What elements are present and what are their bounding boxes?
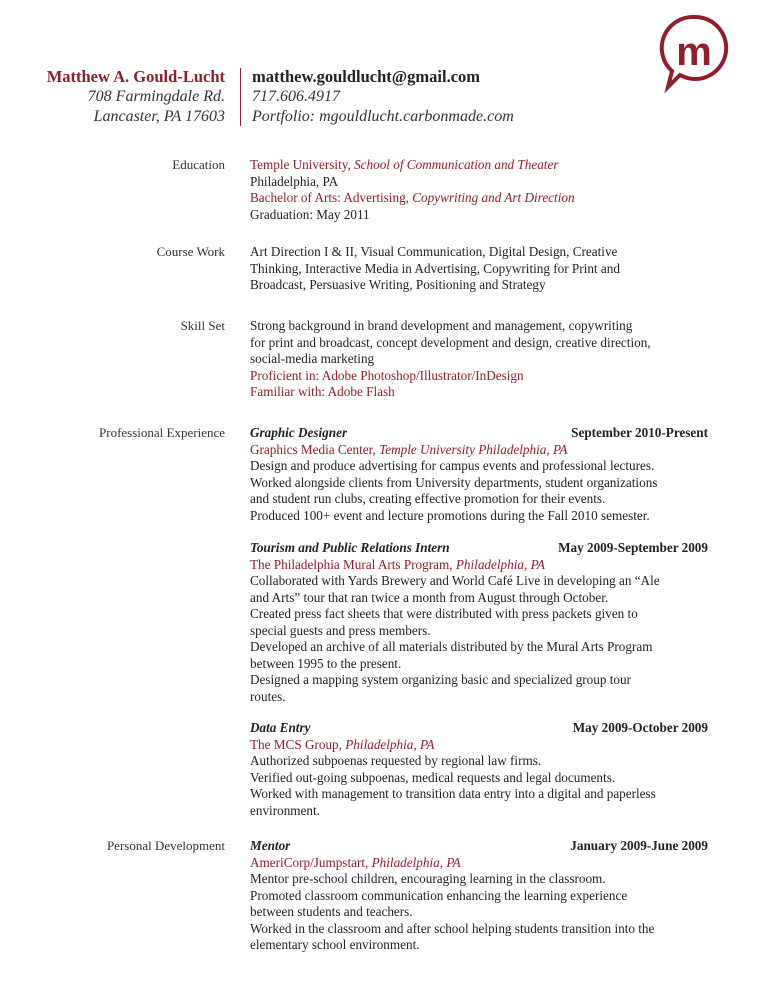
job-title: Data Entry (250, 720, 311, 735)
job-duty: Worked alongside clients from University departments, student organizations (250, 474, 658, 490)
org-name: Graphics Media Center, (250, 441, 376, 457)
school-name: Temple University, (250, 157, 351, 172)
job-duty: Designed a mapping system organizing basic and specialized group tour (250, 672, 631, 687)
job-duty: Worked in the classroom and after school helping students transition into the (250, 920, 655, 936)
address-line-2: Lancaster, PA 17603 (93, 108, 225, 125)
job-title: Tourism and Public Relations Intern (250, 540, 450, 555)
school-line (250, 157, 720, 174)
coursework-line: Art Direction I & II, Visual Communication, Digital Design, Creative (250, 244, 618, 259)
job-duty: Design and produce advertising for campus events and professional lectures. (250, 458, 655, 473)
org-name: AmeriCorp/Jumpstart, (250, 854, 369, 870)
job-header (250, 720, 720, 737)
skills-line: Strong background in brand development and management, copywriting (250, 318, 633, 333)
job-duty: environment. (250, 802, 320, 818)
contact-left (47, 67, 225, 127)
job-duty: Authorized subpoenas requested by regional law firms. (250, 753, 542, 768)
org-location: Philadelphia, PA (455, 556, 545, 572)
contact-right (252, 67, 514, 127)
job-duty: and student run clubs, creating effective promotion for their events. (250, 491, 606, 506)
proficient-software: Proficient in: Adobe Photoshop/Illustrator/InDesign (250, 367, 524, 383)
job-date: May 2009-September 2009 (558, 540, 708, 555)
job-organization (250, 442, 720, 459)
job-duty: Created press fact sheets that were distributed with press packets given to (250, 606, 638, 621)
org-name: The MCS Group, (250, 736, 342, 752)
address-line-1: 708 Farmingdale Rd. (87, 88, 225, 105)
section-label-skills: Skill Set (180, 318, 225, 333)
skills-line: social-media marketing (250, 351, 375, 366)
org-location: Temple University Philadelphia, PA (379, 441, 568, 457)
degree-line (250, 190, 720, 207)
job-duty: Verified out-going subpoenas, medical requests and legal documents. (250, 769, 616, 785)
job-organization (250, 737, 720, 754)
job-duty: routes. (250, 688, 286, 704)
graduation-date: Graduation: May 2011 (250, 206, 370, 222)
org-location: Philadelphia, PA (371, 854, 461, 870)
job-duty: Promoted classroom communication enhancing the learning experience (250, 887, 628, 903)
job-entry (250, 838, 720, 954)
coursework-line: Thinking, Interactive Media in Advertising, Copywriting for Print and (250, 260, 620, 276)
job-duty: Worked with management to transition data entry into a digital and paperless (250, 786, 656, 801)
job-organization (250, 855, 720, 872)
logo-speech-bubble-icon (658, 13, 730, 93)
job-date: January 2009-June 2009 (570, 838, 708, 853)
skills-section (250, 318, 720, 401)
section-label-coursework: Course Work (156, 244, 225, 259)
phone-number: 717.606.4917 (252, 88, 340, 105)
job-duty: and Arts” tour that ran twice a month from August through October. (250, 589, 609, 605)
job-header (250, 838, 720, 855)
job-duty: special guests and press members. (250, 622, 431, 638)
section-label-experience: Professional Experience (99, 425, 225, 440)
applicant-name: Matthew A. Gould-Lucht (46, 67, 225, 86)
job-duty: Developed an archive of all materials distributed by the Mural Arts Program (250, 639, 653, 654)
skills-line: for print and broadcast, concept development and design, creative direction, (250, 334, 651, 350)
portfolio-link[interactable]: Portfolio: mgouldlucht.carbonmade.com (252, 108, 514, 125)
header-divider (240, 68, 241, 126)
org-location: Philadelphia, PA (345, 736, 435, 752)
section-label-personal: Personal Development (106, 838, 225, 853)
job-entry (250, 425, 720, 524)
job-date: September 2010-Present (571, 425, 708, 440)
section-label-education: Education (172, 157, 225, 172)
job-duty: elementary school environment. (250, 937, 420, 952)
degree: Bachelor of Arts: Advertising, (250, 190, 409, 205)
logo-letter: m (676, 30, 712, 74)
email-link[interactable]: matthew.gouldlucht@gmail.com (252, 67, 481, 86)
job-duty: between 1995 to the present. (250, 655, 402, 671)
job-title: Mentor (250, 838, 291, 853)
job-entry (250, 720, 720, 819)
job-header (250, 425, 720, 442)
job-organization (250, 557, 720, 574)
school-department: School of Communication and Theater (354, 157, 559, 172)
job-header (250, 540, 720, 557)
job-duty: Produced 100+ event and lecture promotions during the Fall 2010 semester. (250, 507, 650, 523)
familiar-software: Familiar with: Adobe Flash (250, 384, 395, 399)
coursework-section (250, 244, 720, 294)
job-date: May 2009-October 2009 (572, 720, 708, 735)
job-duty: Mentor pre-school children, encouraging learning in the classroom. (250, 871, 606, 886)
job-title: Graphic Designer (250, 425, 348, 440)
degree-focus: Copywriting and Art Direction (412, 190, 575, 205)
coursework-line: Broadcast, Persuasive Writing, Positioning and Strategy (250, 277, 546, 292)
job-duty: Collaborated with Yards Brewery and World Café Live in developing an “Ale (250, 573, 660, 588)
job-duty: between students and teachers. (250, 904, 413, 919)
school-location: Philadelphia, PA (250, 173, 339, 189)
org-name: The Philadelphia Mural Arts Program, (250, 556, 453, 572)
job-entry (250, 540, 720, 705)
education-section (250, 157, 720, 223)
